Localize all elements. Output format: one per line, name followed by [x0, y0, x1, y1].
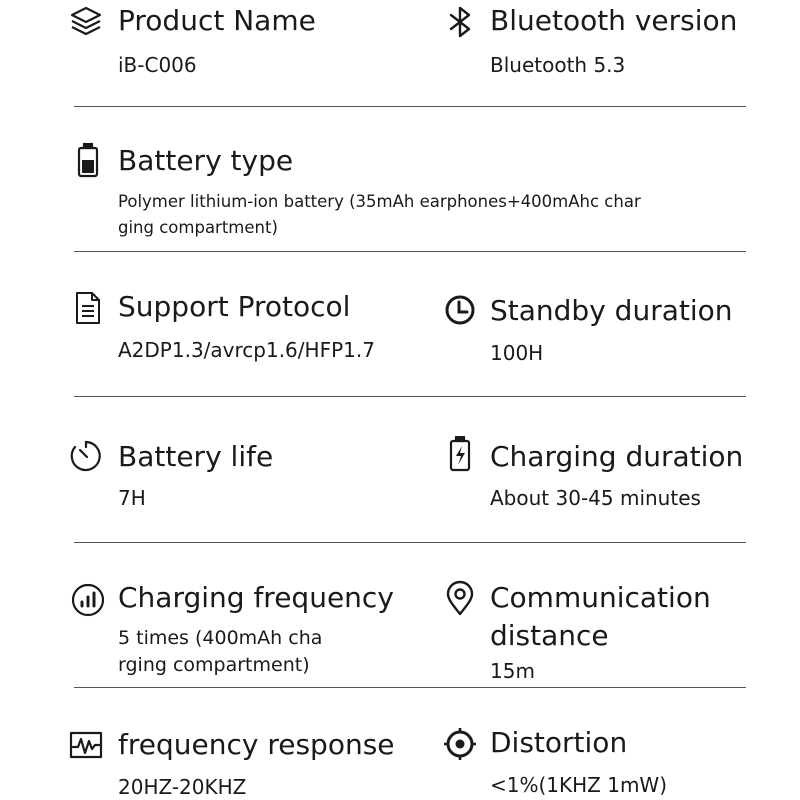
spec-value: About 30-45 minutes [490, 486, 701, 510]
spec-title: Distortion [490, 726, 628, 759]
signal-bars-icon [70, 582, 106, 618]
spec-value-line-1: 5 times (400mAh cha [118, 627, 323, 649]
spec-title: Battery type [118, 144, 294, 177]
spec-title: Standby duration [490, 294, 733, 327]
timer-icon [68, 438, 104, 474]
spec-value: 20HZ-20KHZ [118, 775, 247, 799]
spec-title: Bluetooth version [490, 4, 738, 37]
spec-value-line-2: rging compartment) [118, 654, 310, 676]
spec-value: <1%(1KHZ 1mW) [490, 773, 668, 797]
spec-title: Product Name [118, 4, 316, 37]
spec-value: Bluetooth 5.3 [490, 53, 626, 77]
spec-value: 15m [490, 659, 535, 683]
layers-icon [68, 4, 104, 40]
target-icon [442, 726, 478, 762]
spec-value: 100H [490, 341, 544, 365]
spec-value: A2DP1.3/avrcp1.6/HFP1.7 [118, 338, 375, 362]
charging-icon [442, 436, 478, 472]
divider [74, 251, 746, 252]
spec-title: Battery life [118, 440, 274, 473]
spec-value-line-1: Polymer lithium-ion battery (35mAh earphones+400mAhc char [118, 192, 641, 211]
battery-icon [70, 142, 106, 178]
spec-value: iB-C006 [118, 53, 197, 77]
location-pin-icon [442, 580, 478, 616]
divider [74, 396, 746, 397]
document-icon [70, 290, 106, 326]
spec-value: 7H [118, 486, 146, 510]
spec-title: Support Protocol [118, 290, 351, 323]
clock-icon [442, 292, 478, 328]
spec-title: Charging duration [490, 440, 744, 473]
spec-title: Communication distance [490, 581, 711, 652]
divider [74, 106, 746, 107]
waveform-icon [68, 727, 104, 763]
spec-title: frequency response [118, 728, 395, 761]
bluetooth-icon [442, 4, 478, 40]
spec-value-line-2: ging compartment) [118, 218, 278, 237]
divider [74, 687, 746, 688]
divider [74, 542, 746, 543]
spec-title: Charging frequency [118, 581, 394, 614]
